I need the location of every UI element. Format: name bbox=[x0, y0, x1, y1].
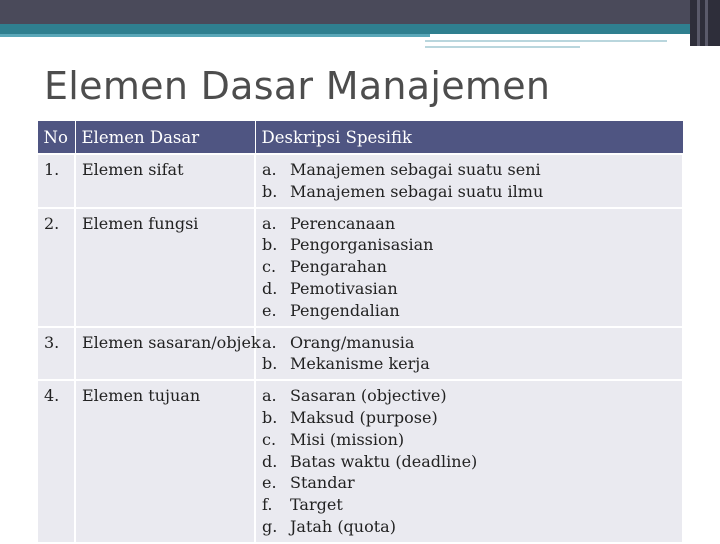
list-item bbox=[262, 234, 676, 256]
list-item bbox=[262, 494, 676, 516]
list-item-text: Mekanisme kerja bbox=[290, 354, 430, 374]
top-right-stripe bbox=[705, 0, 708, 46]
list-item-text: Maksud (purpose) bbox=[290, 407, 438, 427]
list-item-text: Pemotivasian bbox=[290, 278, 398, 298]
cell-description bbox=[255, 327, 683, 381]
cell-element: Elemen sasaran/objek bbox=[75, 327, 255, 381]
list-item-letter: d. bbox=[262, 278, 278, 298]
list-item bbox=[262, 300, 676, 322]
list-item-text: Batas waktu (deadline) bbox=[290, 451, 478, 471]
header-no: No bbox=[37, 121, 75, 155]
list-item-text: Perencanaan bbox=[290, 213, 396, 233]
decorative-rule bbox=[425, 40, 667, 42]
table-row bbox=[37, 380, 683, 543]
list-item-text: Misi (mission) bbox=[290, 429, 405, 449]
cell-no: 2. bbox=[37, 208, 75, 327]
list-item bbox=[262, 278, 676, 300]
cell-description bbox=[255, 208, 683, 327]
list-item-text: Target bbox=[290, 495, 343, 515]
list-item bbox=[262, 213, 676, 235]
list-item-letter: g. bbox=[262, 516, 278, 536]
list-item bbox=[262, 407, 676, 429]
list-item-letter: a. bbox=[262, 213, 277, 233]
teal-accent-band bbox=[0, 24, 690, 34]
list-item bbox=[262, 181, 676, 203]
teal-accent-band-light bbox=[0, 34, 430, 37]
list-item-letter: c. bbox=[262, 429, 277, 449]
decorative-rule bbox=[425, 46, 580, 48]
list-item-letter: a. bbox=[262, 160, 277, 179]
list-item-text: Orang/manusia bbox=[290, 332, 415, 352]
top-decorative-bar bbox=[0, 0, 720, 24]
cell-no: 3. bbox=[37, 327, 75, 381]
list-item bbox=[262, 256, 676, 278]
list-item-text: Sasaran (objective) bbox=[290, 386, 447, 406]
list-item-letter: a. bbox=[262, 332, 277, 352]
list-item bbox=[262, 516, 676, 538]
list-item bbox=[262, 451, 676, 473]
list-item-text: Manajemen sebagai suatu ilmu bbox=[290, 181, 544, 201]
elements-table bbox=[36, 120, 684, 544]
cell-no: 1. bbox=[37, 154, 75, 208]
list-item-text: Standar bbox=[290, 473, 355, 493]
cell-description bbox=[255, 154, 683, 208]
list-item-letter: e. bbox=[262, 473, 277, 493]
list-item-text: Pengendalian bbox=[290, 300, 400, 320]
list-item-text: Pengarahan bbox=[290, 257, 387, 277]
list-item bbox=[262, 332, 676, 354]
list-item-letter: c. bbox=[262, 257, 277, 277]
cell-element: Elemen tujuan bbox=[75, 380, 255, 543]
slide-title: Elemen Dasar Manajemen bbox=[44, 64, 551, 108]
top-right-stripe bbox=[697, 0, 700, 46]
list-item-letter: d. bbox=[262, 451, 278, 471]
list-item bbox=[262, 429, 676, 451]
list-item-text: Pengorganisasian bbox=[290, 235, 434, 255]
list-item bbox=[262, 353, 676, 375]
list-item-letter: f. bbox=[262, 495, 273, 515]
table-row bbox=[37, 208, 683, 327]
list-item-letter: e. bbox=[262, 300, 277, 320]
table-body bbox=[37, 154, 683, 543]
list-item-text: Jatah (quota) bbox=[290, 516, 396, 536]
table-row bbox=[37, 154, 683, 208]
table-row bbox=[37, 327, 683, 381]
table-header-row bbox=[37, 121, 683, 155]
list-item-letter: b. bbox=[262, 407, 278, 427]
cell-description bbox=[255, 380, 683, 543]
header-description: Deskripsi Spesifik bbox=[255, 121, 683, 155]
cell-element: Elemen sifat bbox=[75, 154, 255, 208]
list-item bbox=[262, 385, 676, 407]
cell-element: Elemen fungsi bbox=[75, 208, 255, 327]
list-item-letter: b. bbox=[262, 354, 278, 374]
list-item-letter: b. bbox=[262, 235, 278, 255]
list-item-letter: b. bbox=[262, 181, 278, 201]
list-item-text: Manajemen sebagai suatu seni bbox=[290, 160, 541, 179]
list-item bbox=[262, 159, 676, 181]
list-item-letter: a. bbox=[262, 386, 277, 406]
cell-no: 4. bbox=[37, 380, 75, 543]
list-item bbox=[262, 472, 676, 494]
header-element: Elemen Dasar bbox=[75, 121, 255, 155]
